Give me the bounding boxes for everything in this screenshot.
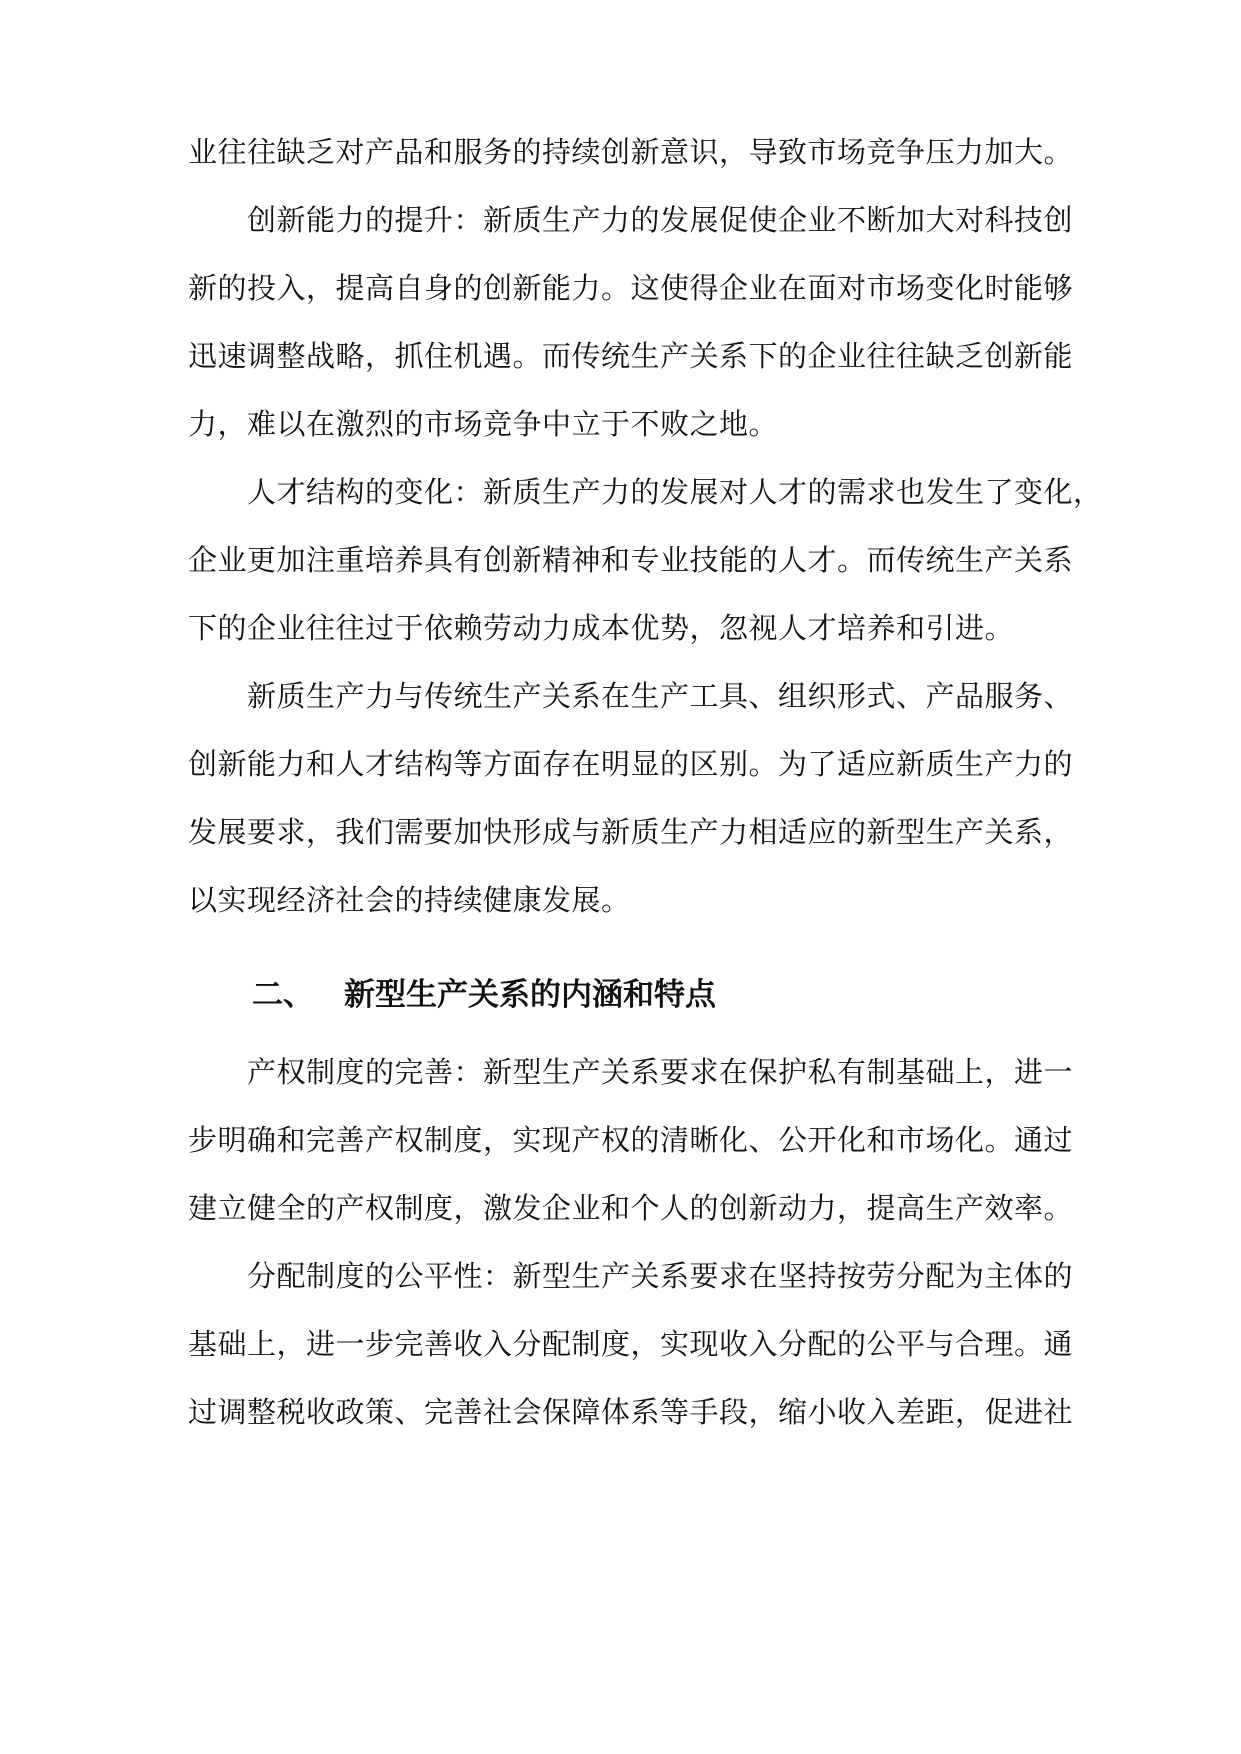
section-heading bbox=[252, 974, 716, 1016]
paragraph-line: 业往往缺乏对产品和服务的持续创新意识，导致市场竞争压力加大。 bbox=[188, 135, 1074, 169]
paragraph-line: 基础上，进一步完善收入分配制度，实现收入分配的公平与合理。通 bbox=[188, 1327, 1074, 1361]
paragraph-line: 建立健全的产权制度，激发企业和个人的创新动力，提高生产效率。 bbox=[188, 1191, 1074, 1225]
paragraph-line: 以实现经济社会的持续健康发展。 bbox=[188, 883, 631, 917]
paragraph-line: 下的企业往往过于依赖劳动力成本优势，忽视人才培养和引进。 bbox=[188, 611, 1015, 645]
paragraph-line: 创新能力的提升：新质生产力的发展促使企业不断加大对科技创 bbox=[247, 203, 1074, 237]
paragraph-line: 步明确和完善产权制度，实现产权的清晰化、公开化和市场化。通过 bbox=[188, 1123, 1074, 1157]
paragraph-line: 新质生产力与传统生产关系在生产工具、组织形式、产品服务、 bbox=[247, 679, 1074, 713]
paragraph-line: 力，难以在激烈的市场竞争中立于不败之地。 bbox=[188, 407, 779, 441]
section-number: 二、 bbox=[252, 977, 314, 1013]
paragraph-line: 新的投入，提高自身的创新能力。这使得企业在面对市场变化时能够 bbox=[188, 271, 1074, 305]
section-title: 新型生产关系的内涵和特点 bbox=[344, 977, 716, 1013]
paragraph-line: 企业更加注重培养具有创新精神和专业技能的人才。而传统生产关系 bbox=[188, 543, 1074, 577]
paragraph-line: 创新能力和人才结构等方面存在明显的区别。为了适应新质生产力的 bbox=[188, 747, 1074, 781]
paragraph-line: 发展要求，我们需要加快形成与新质生产力相适应的新型生产关系， bbox=[188, 815, 1074, 849]
paragraph-line: 过调整税收政策、完善社会保障体系等手段，缩小收入差距，促进社 bbox=[188, 1395, 1074, 1429]
paragraph-line: 迅速调整战略，抓住机遇。而传统生产关系下的企业往往缺乏创新能 bbox=[188, 339, 1074, 373]
paragraph-line: 产权制度的完善：新型生产关系要求在保护私有制基础上，进一 bbox=[247, 1055, 1074, 1089]
paragraph-line: 分配制度的公平性：新型生产关系要求在坚持按劳分配为主体的 bbox=[247, 1259, 1074, 1293]
paragraph-line: 人才结构的变化：新质生产力的发展对人才的需求也发生了变化， bbox=[247, 475, 1103, 509]
